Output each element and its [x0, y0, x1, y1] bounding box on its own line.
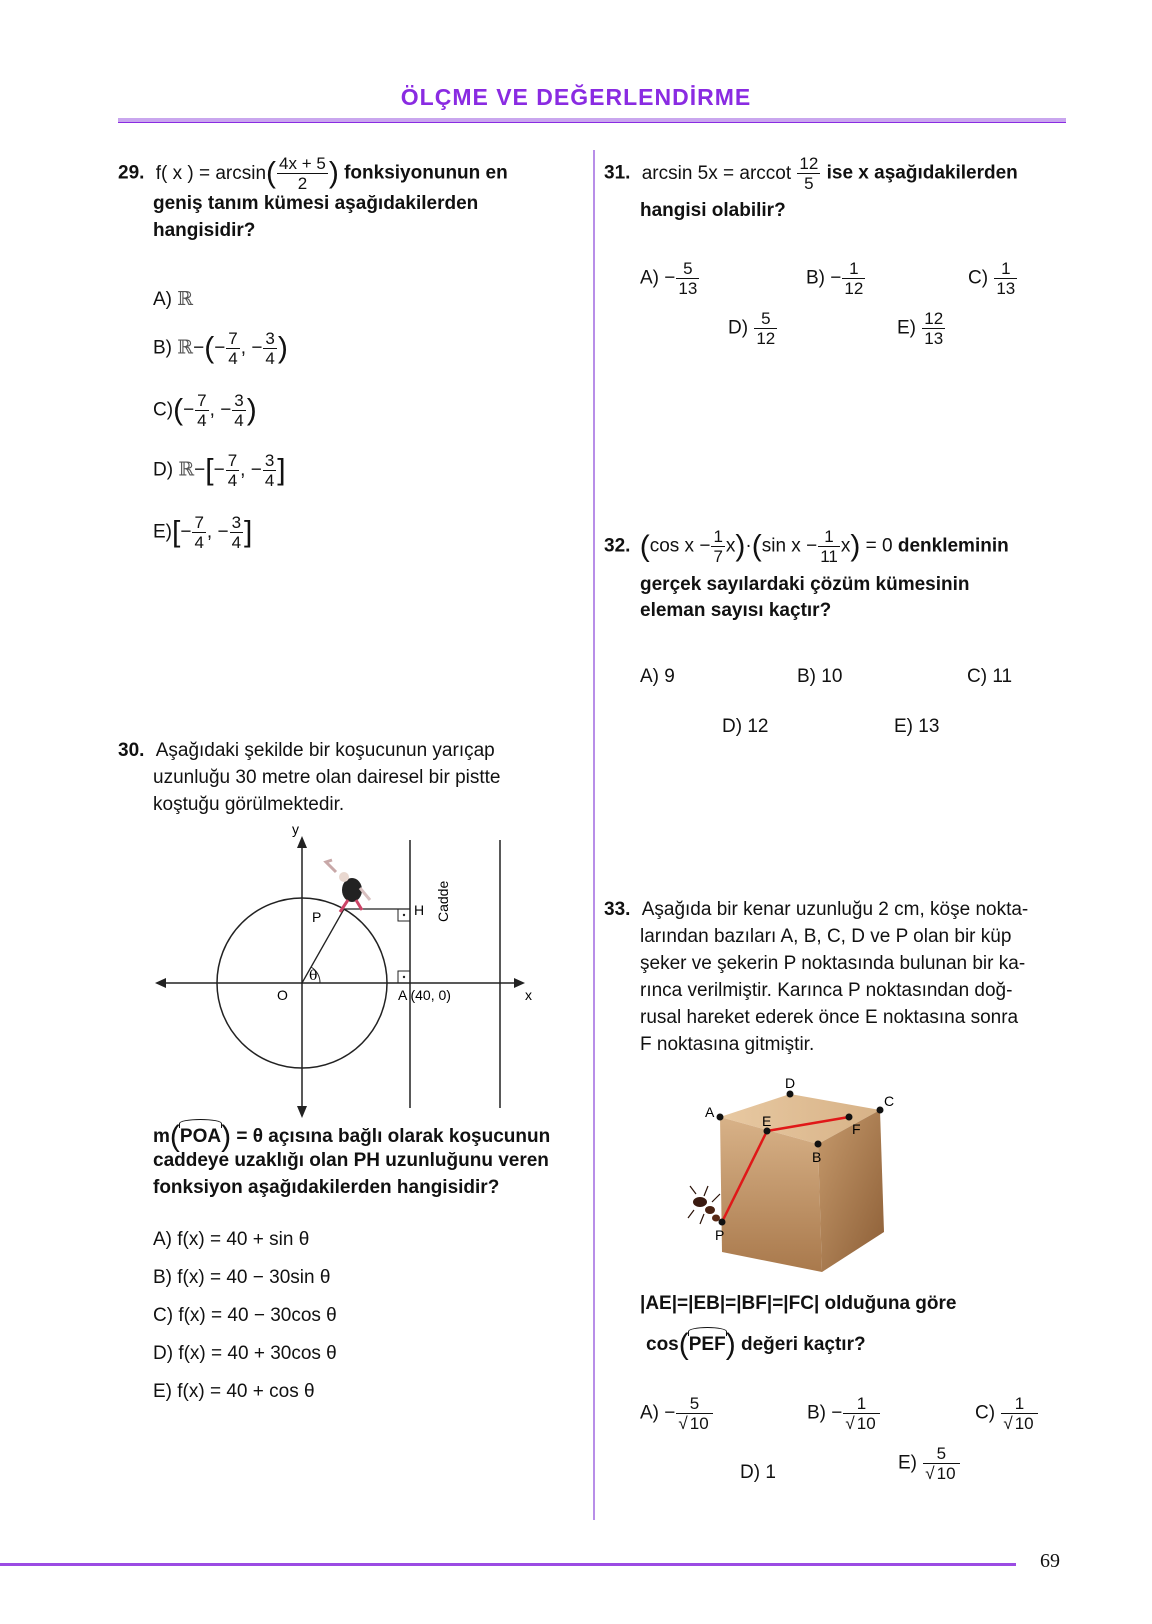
svg-text:H: H	[414, 902, 425, 918]
q30-question1: m(POA) = θ açısına bağlı olarak koşucunun	[153, 1120, 551, 1153]
q29-text2: geniş tanım kümesi aşağıdakilerden	[153, 193, 479, 214]
q30-option-b[interactable]: B) f(x) = 40 − 30sin θ	[153, 1267, 331, 1288]
q31-text2: hangisi olabilir?	[640, 200, 786, 221]
svg-text:x: x	[525, 987, 532, 1003]
q30-option-c[interactable]: C) f(x) = 40 − 30cos θ	[153, 1305, 337, 1326]
q30-option-a[interactable]: A) f(x) = 40 + sin θ	[153, 1229, 310, 1250]
q32-text2: gerçek sayılardaki çözüm kümesinin	[640, 574, 970, 595]
q29-option-e[interactable]: E)[− $\frac{7}{4}$ , − $\frac{3}{4}$ ]	[153, 513, 253, 552]
q31-option-a[interactable]: A) − $\frac{5}{13}$	[640, 259, 698, 298]
ant-icon	[688, 1186, 720, 1224]
q33-line5: rusal hareket ederek önce E noktasına sonra	[640, 1007, 1019, 1028]
q33-line4: rınca verilmiştir. Karınca P noktasından doğ-	[640, 980, 1013, 1001]
q29-option-b[interactable]: B) ℝ−(− $\frac{7}{4}$ , − $\frac{3}{4}$ )	[153, 329, 288, 368]
q29-option-d[interactable]: D) ℝ−[− $\frac{7}{4}$ , − $\frac{3}{4}$ ]	[153, 451, 286, 490]
q29-number: 29.	[118, 162, 145, 184]
q31-stem-line1: 31. arcsin 5x = arccot $\frac{12}{5}$ ise x aşağıdakilerden	[604, 154, 1018, 193]
svg-text:A: A	[705, 1104, 715, 1120]
q29-text3: hangisidir?	[153, 220, 256, 241]
q30-text2: uzunluğu 30 metre olan dairesel bir pistte	[153, 767, 501, 788]
q29-option-a[interactable]: A) ℝ	[153, 288, 194, 310]
q32-number: 32.	[604, 535, 631, 557]
q32-option-d[interactable]: D) 12	[722, 716, 769, 737]
q33-line6: F noktasına gitmiştir.	[640, 1034, 815, 1055]
q33-figure	[690, 1072, 950, 1282]
q31-option-d[interactable]: D) $\frac{5}{12}$	[728, 309, 776, 348]
q29-expr: f( x ) = arcsin	[155, 162, 267, 184]
q33-option-a[interactable]: A) − $\frac{5}{√ 10}$	[640, 1395, 714, 1432]
q33-number: 33.	[604, 899, 631, 920]
q33-option-b[interactable]: B) − $\frac{1}{√ 10}$	[807, 1395, 881, 1432]
footer-rule	[0, 1563, 1016, 1566]
q30-stem-line1: 30. Aşağıdaki şekilde bir koşucunun yarıçap	[118, 740, 495, 761]
q32-option-e[interactable]: E) 13	[894, 716, 940, 737]
q31-option-b[interactable]: B) − $\frac{1}{12}$	[806, 259, 864, 298]
q33-option-c[interactable]: C) $\frac{1}{√ 10}$	[975, 1395, 1039, 1432]
q33-stem-line1: 33. Aşağıda bir kenar uzunluğu 2 cm, köşe nokta-	[604, 899, 1029, 920]
svg-text:θ: θ	[309, 968, 318, 984]
q32-option-a[interactable]: A) 9	[640, 666, 675, 687]
svg-text:B: B	[812, 1149, 822, 1165]
q33-condition: |AE|=|EB|=|BF|=|FC| olduğuna göre	[640, 1293, 957, 1314]
q32-option-b[interactable]: B) 10	[797, 666, 843, 687]
svg-text:C: C	[884, 1093, 895, 1109]
q31-option-c[interactable]: C) $\frac{1}{13}$	[968, 259, 1016, 298]
column-divider	[593, 150, 595, 1520]
q29-text1: fonksiyonunun en	[344, 162, 508, 184]
svg-text:F: F	[852, 1121, 861, 1137]
q30-number: 30.	[118, 740, 145, 761]
q30-text3: koştuğu görülmektedir.	[153, 794, 345, 815]
svg-text:Cadde: Cadde	[435, 880, 451, 922]
q33-option-e[interactable]: E) $\frac{5}{√ 10}$	[898, 1445, 961, 1482]
svg-text:O: O	[277, 987, 288, 1003]
q30-question2: caddeye uzaklığı olan PH uzunluğunu veren	[153, 1150, 549, 1171]
q31-number: 31.	[604, 162, 631, 184]
svg-text:P: P	[312, 909, 322, 925]
q33-option-d[interactable]: D) 1	[740, 1462, 776, 1483]
q30-question3: fonksiyon aşağıdakilerden hangisidir?	[153, 1177, 500, 1198]
q30-figure	[150, 821, 550, 1120]
svg-text:E: E	[762, 1113, 772, 1129]
q33-line2: larından bazıları A, B, C, D ve P olan bir küp	[640, 926, 1012, 947]
svg-text:A (40, 0): A (40, 0)	[398, 987, 451, 1003]
q30-option-d[interactable]: D) f(x) = 40 + 30cos θ	[153, 1343, 337, 1364]
svg-text:D: D	[785, 1075, 796, 1091]
svg-text:y: y	[292, 821, 299, 837]
q29-stem-line1: 29. f( x ) = arcsin( $\frac{4x + 5}{2}$ ) fonksiyonunun en	[118, 154, 508, 193]
header-rule	[118, 118, 1066, 123]
q33-question: cos(PEF) değeri kaçtır?	[646, 1328, 866, 1361]
q33-line3: şeker ve şekerin P noktasında bulunan bir ka-	[640, 953, 1026, 974]
page-header: ÖLÇME VE DEĞERLENDİRME	[400, 84, 752, 110]
page-number: 69	[1040, 1550, 1060, 1572]
q30-option-e[interactable]: E) f(x) = 40 + cos θ	[153, 1381, 315, 1402]
q32-text3: eleman sayısı kaçtır?	[640, 600, 832, 621]
q31-option-e[interactable]: E) $\frac{12}{13}$	[897, 309, 944, 348]
q29-fraction: $\frac{4x + 5}{2}$	[279, 154, 326, 193]
q29-option-c[interactable]: C)(− $\frac{7}{4}$ , − $\frac{3}{4}$ )	[153, 391, 257, 430]
q32-stem-line1: 32. (cos x − $\frac{1}{7}$ x)·(sin x − $\frac{1}{11}$ x) = 0 denkleminin	[604, 527, 1009, 566]
svg-text:P: P	[715, 1227, 725, 1243]
q32-option-c[interactable]: C) 11	[967, 666, 1013, 687]
